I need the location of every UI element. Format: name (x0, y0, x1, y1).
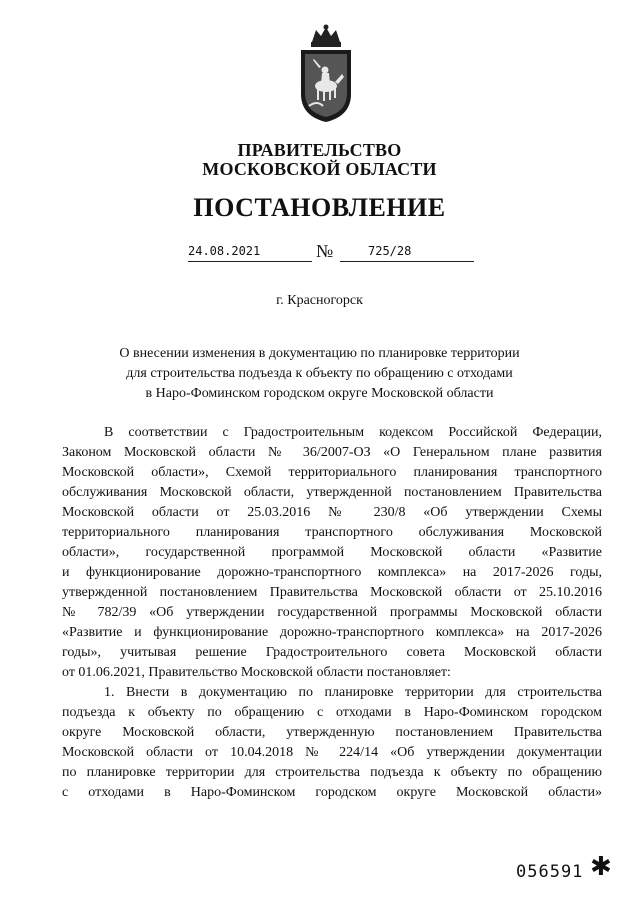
document-number: 725/28 (340, 243, 474, 262)
body-line: от 01.06.2021, Правительство Московской области постановляет: (62, 665, 451, 680)
body-line: обслуживания Московской области, утвержденной постановлением Правительства (62, 485, 602, 500)
subject-line: для строительства подъезда к объекту по обращению с отходами (126, 366, 513, 381)
body-line: с отходами в Наро-Фоминском городском округе Московской области» (62, 785, 602, 800)
body-line: «Развитие и функционирование дорожно-транспортного комплекса» на 2017-2026 (62, 625, 602, 640)
body-line: Московской области», Схемой территориального планирования транспортного (62, 465, 602, 480)
body-line: В соответствии с Градостроительным кодексом Российской Федерации, (104, 425, 602, 440)
body-line: и функционирование дорожно-транспортного комплекса» на 2017-2026 годы, (62, 565, 602, 580)
government-name-line1: ПРАВИТЕЛЬСТВО (237, 140, 402, 160)
coat-of-arms-icon (295, 24, 357, 124)
body-line: области», государственной программой Московской области «Развитие (62, 545, 602, 560)
body-line: территориального планирования транспортного обслуживания Московской (62, 525, 602, 540)
number-sign: № (316, 241, 334, 261)
asterisk-icon: ✱ (590, 852, 612, 882)
subject-line: в Наро-Фоминском городском округе Московской области (145, 386, 494, 401)
body-line: Законом Московской области № 36/2007-ОЗ «О Генеральном плане развития (62, 445, 602, 460)
body-line: утвержденной постановлением Правительства Московской области от 25.10.2016 (62, 585, 602, 600)
body-line: подъезда к объекту по обращению с отходами в Наро-Фоминском городском (62, 705, 602, 720)
body-line: округе Московской области, утвержденную постановлением Правительства (62, 725, 602, 740)
document-date: 24.08.2021 (188, 243, 312, 262)
body-line: Московской области от 25.03.2016 № 230/8 «Об утверждении Схемы (62, 505, 602, 520)
body-line: Московской области от 10.04.2018 № 224/14 «Об утверждении документации (62, 745, 602, 760)
body-line: 1. Внести в документацию по планировке территории для строительства (104, 685, 602, 700)
subject-line: О внесении изменения в документацию по планировке территории (119, 346, 520, 361)
government-name-line2: МОСКОВСКОЙ ОБЛАСТИ (202, 159, 437, 179)
document-city: г. Красногорск (276, 293, 363, 308)
document-type-title: ПОСТАНОВЛЕНИЕ (193, 193, 446, 222)
body-line: № 782/39 «Об утверждении государственной программы Московской области (62, 605, 602, 620)
body-line: годы», учитывая решение Градостроительного совета Московской области (62, 645, 602, 660)
serial-number: 056591 (516, 862, 584, 882)
body-line: по планировке территории для строительства подъезда к объекту по обращению (62, 765, 602, 780)
